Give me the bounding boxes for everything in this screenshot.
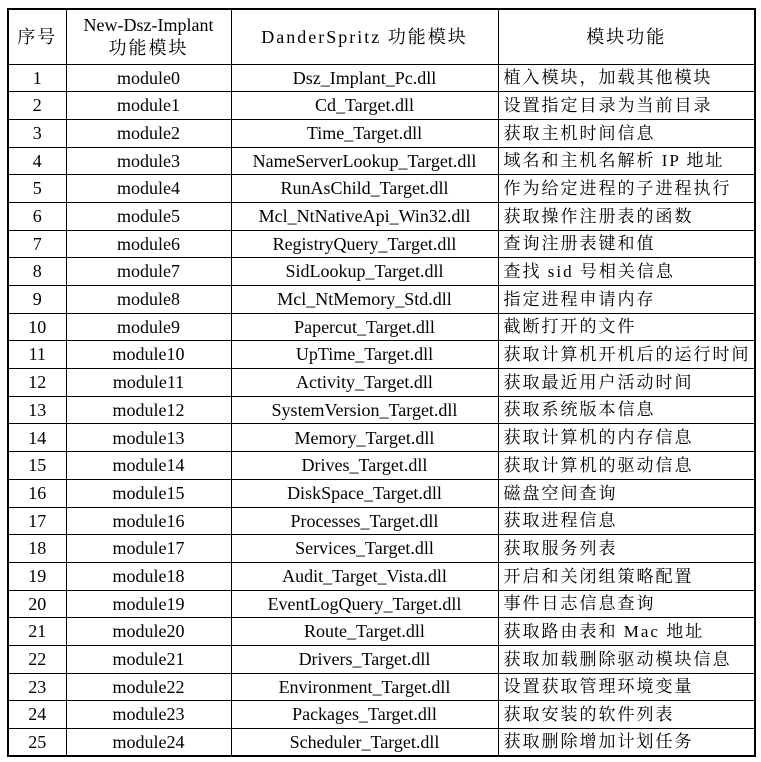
dll-name-cell: Audit_Target_Vista.dll <box>231 562 498 590</box>
dll-name-cell: Packages_Target.dll <box>231 701 498 729</box>
serial-number-cell: 9 <box>8 286 66 314</box>
table-row <box>8 258 755 286</box>
dll-name-cell: RunAsChild_Target.dll <box>231 175 498 203</box>
module-name-cell: module15 <box>66 479 231 507</box>
module-function-cell: 设置获取管理环境变量 <box>498 673 755 701</box>
serial-number-cell: 10 <box>8 313 66 341</box>
module-function-cell: 获取进程信息 <box>498 507 755 535</box>
serial-number-cell: 24 <box>8 701 66 729</box>
module-function-cell: 获取路由表和 Mac 地址 <box>498 618 755 646</box>
serial-number-cell: 5 <box>8 175 66 203</box>
table-row <box>8 202 755 230</box>
module-name-cell: module7 <box>66 258 231 286</box>
module-function-cell: 事件日志信息查询 <box>498 590 755 618</box>
table-row <box>8 175 755 203</box>
module-function-cell: 获取服务列表 <box>498 535 755 563</box>
dll-name-cell: Memory_Target.dll <box>231 424 498 452</box>
serial-number-cell: 18 <box>8 535 66 563</box>
dll-name-cell: DiskSpace_Target.dll <box>231 479 498 507</box>
dll-name-cell: Papercut_Target.dll <box>231 313 498 341</box>
serial-number-cell: 3 <box>8 119 66 147</box>
table-row <box>8 92 755 120</box>
module-function-cell: 获取操作注册表的函数 <box>498 202 755 230</box>
table-row <box>8 507 755 535</box>
dll-name-cell: NameServerLookup_Target.dll <box>231 147 498 175</box>
serial-number-cell: 23 <box>8 673 66 701</box>
module-function-cell: 设置指定目录为当前目录 <box>498 92 755 120</box>
serial-number-cell: 22 <box>8 645 66 673</box>
dll-name-cell: Activity_Target.dll <box>231 369 498 397</box>
dll-name-cell: Drivers_Target.dll <box>231 645 498 673</box>
dll-name-cell: Time_Target.dll <box>231 119 498 147</box>
module-name-cell: module3 <box>66 147 231 175</box>
serial-number-cell: 17 <box>8 507 66 535</box>
module-name-cell: module18 <box>66 562 231 590</box>
serial-number-cell: 21 <box>8 618 66 646</box>
table-body <box>8 64 755 756</box>
module-name-cell: module12 <box>66 396 231 424</box>
module-name-cell: module17 <box>66 535 231 563</box>
table-row <box>8 119 755 147</box>
table-row <box>8 396 755 424</box>
module-name-cell: module13 <box>66 424 231 452</box>
module-function-cell: 植入模块，加载其他模块 <box>498 64 755 92</box>
serial-number-cell: 12 <box>8 369 66 397</box>
module-function-table <box>7 8 756 757</box>
module-name-cell: module14 <box>66 452 231 480</box>
module-name-cell: module10 <box>66 341 231 369</box>
table-row <box>8 479 755 507</box>
dll-name-cell: Mcl_NtNativeApi_Win32.dll <box>231 202 498 230</box>
header-new-dsz-implant-line1: New-Dsz-Implant <box>83 15 214 36</box>
module-name-cell: module9 <box>66 313 231 341</box>
module-name-cell: module16 <box>66 507 231 535</box>
module-function-cell: 指定进程申请内存 <box>498 286 755 314</box>
module-function-cell: 获取系统版本信息 <box>498 396 755 424</box>
module-function-cell: 磁盘空间查询 <box>498 479 755 507</box>
table-row <box>8 369 755 397</box>
header-row <box>8 9 755 64</box>
dll-name-cell: RegistryQuery_Target.dll <box>231 230 498 258</box>
table-header <box>8 9 755 64</box>
table-row <box>8 147 755 175</box>
module-function-cell: 获取加载删除驱动模块信息 <box>498 645 755 673</box>
serial-number-cell: 14 <box>8 424 66 452</box>
serial-number-cell: 13 <box>8 396 66 424</box>
table-row <box>8 618 755 646</box>
table-row <box>8 701 755 729</box>
table-row <box>8 645 755 673</box>
module-function-cell: 获取主机时间信息 <box>498 119 755 147</box>
module-function-cell: 作为给定进程的子进程执行 <box>498 175 755 203</box>
dll-name-cell: EventLogQuery_Target.dll <box>231 590 498 618</box>
dll-name-cell: SystemVersion_Target.dll <box>231 396 498 424</box>
dll-name-cell: Scheduler_Target.dll <box>231 729 498 757</box>
module-name-cell: module1 <box>66 92 231 120</box>
serial-number-cell: 6 <box>8 202 66 230</box>
dll-name-cell: Drives_Target.dll <box>231 452 498 480</box>
module-name-cell: module22 <box>66 673 231 701</box>
dll-name-cell: Services_Target.dll <box>231 535 498 563</box>
module-name-cell: module19 <box>66 590 231 618</box>
serial-number-cell: 20 <box>8 590 66 618</box>
table-row <box>8 286 755 314</box>
table-row <box>8 673 755 701</box>
module-name-cell: module11 <box>66 369 231 397</box>
dll-name-cell: Mcl_NtMemory_Std.dll <box>231 286 498 314</box>
module-function-cell: 截断打开的文件 <box>498 313 755 341</box>
module-function-cell: 获取安装的软件列表 <box>498 701 755 729</box>
serial-number-cell: 4 <box>8 147 66 175</box>
serial-number-cell: 8 <box>8 258 66 286</box>
module-function-cell: 获取最近用户活动时间 <box>498 369 755 397</box>
module-table-container <box>7 8 756 757</box>
table-row <box>8 313 755 341</box>
dll-name-cell: Cd_Target.dll <box>231 92 498 120</box>
header-new-dsz-implant-line2: 功能模块 <box>108 37 189 58</box>
module-function-cell: 获取计算机的内存信息 <box>498 424 755 452</box>
header-serial-number: 序号 <box>8 9 66 64</box>
table-row <box>8 729 755 757</box>
module-name-cell: module6 <box>66 230 231 258</box>
module-name-cell: module8 <box>66 286 231 314</box>
table-row <box>8 424 755 452</box>
module-function-cell: 获取计算机的驱动信息 <box>498 452 755 480</box>
header-danderspritz-module: DanderSpritz 功能模块 <box>231 9 498 64</box>
table-row <box>8 452 755 480</box>
serial-number-cell: 25 <box>8 729 66 757</box>
table-row <box>8 590 755 618</box>
module-function-cell: 查找 sid 号相关信息 <box>498 258 755 286</box>
module-name-cell: module5 <box>66 202 231 230</box>
header-new-dsz-implant-module <box>66 9 231 64</box>
header-module-function: 模块功能 <box>498 9 755 64</box>
serial-number-cell: 19 <box>8 562 66 590</box>
table-row <box>8 341 755 369</box>
serial-number-cell: 15 <box>8 452 66 480</box>
module-name-cell: module21 <box>66 645 231 673</box>
module-name-cell: module2 <box>66 119 231 147</box>
module-function-cell: 获取计算机开机后的运行时间 <box>498 341 755 369</box>
serial-number-cell: 1 <box>8 64 66 92</box>
serial-number-cell: 11 <box>8 341 66 369</box>
module-function-cell: 获取删除增加计划任务 <box>498 729 755 757</box>
table-row <box>8 535 755 563</box>
table-row <box>8 64 755 92</box>
dll-name-cell: Dsz_Implant_Pc.dll <box>231 64 498 92</box>
module-name-cell: module0 <box>66 64 231 92</box>
dll-name-cell: Route_Target.dll <box>231 618 498 646</box>
module-function-cell: 域名和主机名解析 IP 地址 <box>498 147 755 175</box>
serial-number-cell: 2 <box>8 92 66 120</box>
dll-name-cell: Environment_Target.dll <box>231 673 498 701</box>
table-row <box>8 562 755 590</box>
module-name-cell: module24 <box>66 729 231 757</box>
table-row <box>8 230 755 258</box>
module-name-cell: module20 <box>66 618 231 646</box>
serial-number-cell: 7 <box>8 230 66 258</box>
dll-name-cell: SidLookup_Target.dll <box>231 258 498 286</box>
module-name-cell: module23 <box>66 701 231 729</box>
dll-name-cell: UpTime_Target.dll <box>231 341 498 369</box>
serial-number-cell: 16 <box>8 479 66 507</box>
module-name-cell: module4 <box>66 175 231 203</box>
dll-name-cell: Processes_Target.dll <box>231 507 498 535</box>
module-function-cell: 开启和关闭组策略配置 <box>498 562 755 590</box>
module-function-cell: 查询注册表键和值 <box>498 230 755 258</box>
